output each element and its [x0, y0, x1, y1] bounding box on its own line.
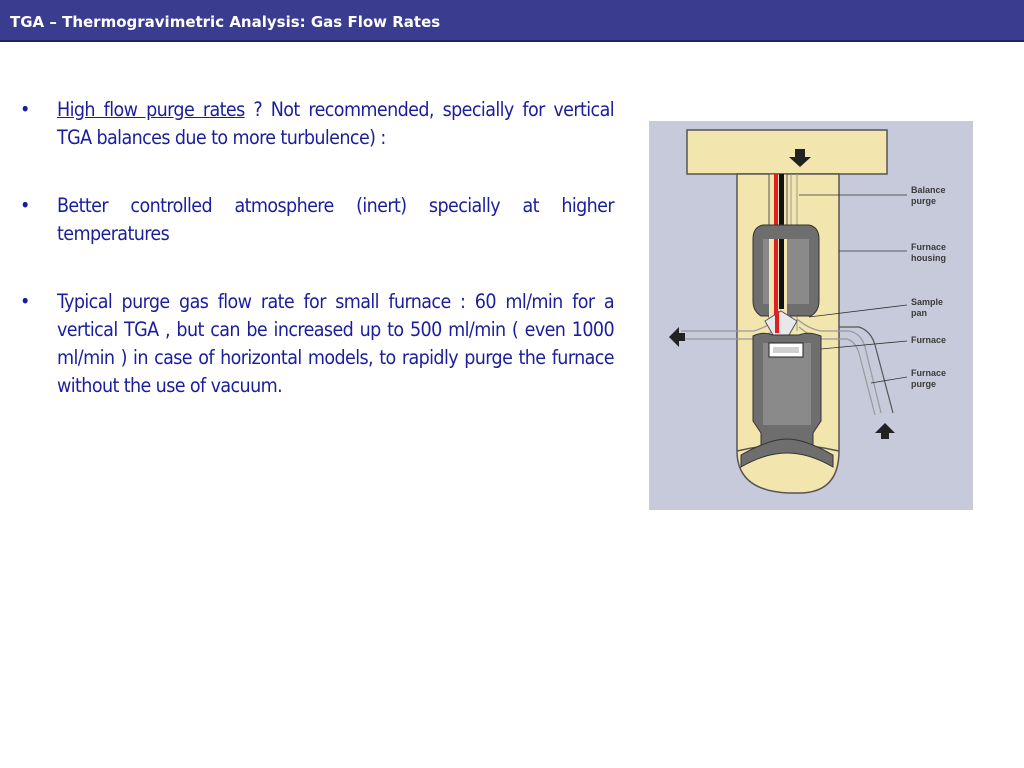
- label-furnace: Furnace: [911, 335, 947, 345]
- bullet-item-3: [20, 288, 614, 400]
- arrow-up-icon: [875, 423, 895, 439]
- label-furnace-housing-2: housing: [911, 253, 946, 263]
- label-furnace-purge-1: Furnace: [911, 368, 947, 378]
- bullet-marker: •: [20, 98, 31, 121]
- label-sample-pan-2: pan: [911, 308, 928, 318]
- bullet-3-text: Typical purge gas flow rate for small furnace : 60 ml/min for a vertical TGA , but can be increased up to 500 ml/min ( even 1000 ml/min ) in case of horizontal models, to rapidly purge the furnace without the use of vacuum.: [57, 290, 614, 397]
- bullet-list: [20, 96, 614, 440]
- top-cap: [687, 130, 887, 174]
- label-balance-purge-1: Balance: [911, 185, 946, 195]
- arrow-left-icon: [669, 327, 685, 347]
- bullet-item-2: [20, 192, 614, 248]
- label-furnace-housing-1: Furnace: [911, 242, 947, 252]
- tga-furnace-diagram: [649, 121, 973, 510]
- bullet-marker: •: [20, 194, 31, 217]
- slide-title: TGA – Thermogravimetric Analysis: Gas Flow Rates: [10, 13, 441, 31]
- label-balance-purge-2: purge: [911, 196, 937, 206]
- bullet-1-underlined-text: High flow purge rates: [57, 98, 245, 121]
- label-sample-pan-1: Sample: [911, 297, 944, 307]
- bullet-1-text: ? Not recommended, specially for vertical TGA balances due to more turbulence) :: [57, 98, 614, 149]
- bullet-2-text: Better controlled atmosphere (inert) specially at higher temperatures: [57, 194, 614, 245]
- bullet-marker: •: [20, 290, 31, 313]
- slide-title-bar: [0, 0, 1024, 42]
- label-furnace-purge-2: purge: [911, 379, 937, 389]
- bullet-item-1: [20, 96, 614, 152]
